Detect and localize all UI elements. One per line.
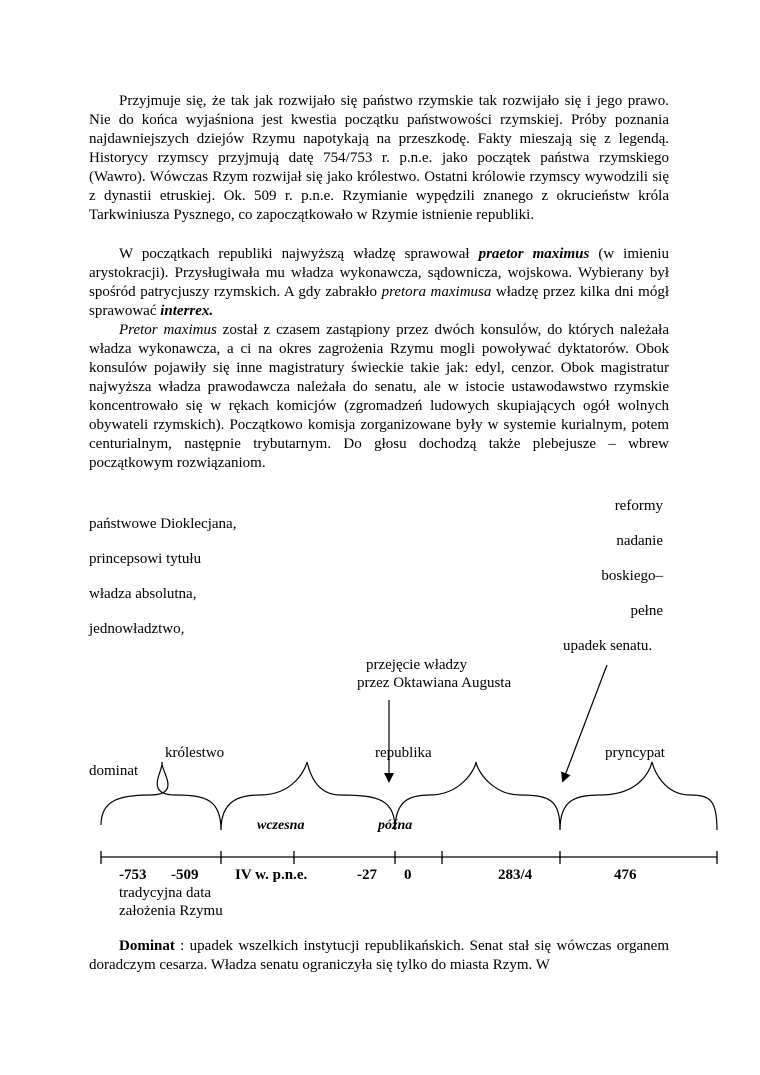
term-pretor-maximus: Pretor maximus [119,322,217,338]
date-0: 0 [404,867,412,883]
date-note-1: tradycyjna data [119,885,212,901]
annotation-line-2: przez Oktawiana Augusta [357,675,512,691]
period-krolestwo: królestwo [165,745,225,761]
brace-pryncypat [560,762,717,830]
dominat-note-jednowladztwo: jednowładztwo, [89,621,185,637]
period-dominat: dominat [89,763,139,779]
period-pryncypat: pryncypat [605,745,665,761]
date-note-2: założenia Rzymu [119,903,223,919]
term-praetor-maximus: praetor maximus [478,246,590,262]
p3-text: został z czasem zastąpiony przez dwóch konsulów, do których należała władza wykonawcza, a ci na okres zagrożenia Rzymu mogli powoływać dyktatorów. Obok konsulów pojawiły się inne magistratury świeckie takie jak: edyl, cenzor. Obok magistratur najwyższa władza prawodawcza należała do senatu, ale w istocie ustawodawstwo rzymskie koncentrowało się w rękach komicjów (zgromadzeń ludowych skupiających ogół wolnych obywateli rzymskich). Początkowo komisja zorganizowane były w systemie kurialnym, potem centurialnym, następnie trybutarnym. Do głosu dochodzą także plebejusze – wbrew początkowym rozwiązaniom. [89,322,669,471]
date-iv-wiek: IV w. p.n.e. [235,867,308,883]
dominat-note-nadanie: nadanie [616,533,663,549]
period-braces [101,762,717,830]
brace-republika-wczesna [221,762,395,830]
term-pretora-maximusa: pretora maximusa [381,284,492,300]
dominat-note-panstwowe: państwowe Dioklecjana, [89,516,237,532]
subperiod-wczesna: wczesna [257,818,305,833]
arrow-upadek-senatu [564,665,607,778]
date-476: 476 [614,867,637,883]
dominat-note-pelne: pełne [630,603,663,619]
paragraph-dominat [89,937,669,975]
brace-krolestwo [101,762,221,830]
date-283: 283/4 [498,867,533,883]
term-dominat: Dominat [119,938,175,954]
dominat-note-reformy: reformy [614,498,663,514]
dominat-note-boskiego: boskiego– [601,568,663,584]
subperiod-pozna: późna [378,818,413,833]
brace-republika-pozna [395,762,560,830]
period-republika: republika [375,745,432,761]
dominat-note-wladza-absolutna: władza absolutna, [89,586,197,602]
paragraph-intro-text: Przyjmuje się, że tak jak rozwijało się państwo rzymskie tak rozwijało się i jego prawo. Nie do końca wyjaśniona jest kwestia początku państwowości rzymskiej. Próby poznania najdawniejszych dziejów Rzymu napotykają na przeszkodę. Fakty mieszają się z legendą. Historycy rzymscy przyjmują datę 754/753 r. p.n.e. jako początek państwa rzymskiego (Wawro). Wówczas Rzym rozwijał się jako królestwo. Ostatni królowie rzymscy wywodzili się z dynastii etruskiej. Ok. 509 r. p.n.e. Rzymianie wypędzili znanego z okrucieństw króla Tarkwiniusza Pysznego, co zapoczątkowało w Rzymie istnienie republiki. [89,93,669,223]
footer-text: : upadek wszelkich instytucji republikańskich. Senat stał się wówczas organem doradczym cesarza. Władza senatu ograniczyła się tylko do miasta Rzym. W [89,938,669,973]
timeline-axis [101,851,717,864]
date-27: -27 [357,867,377,883]
p2-text-1: W początkach republiki najwyższą władzę sprawował [119,246,479,262]
date-753: -753 [119,867,147,883]
date-509: -509 [171,867,199,883]
annotation-line-1: przejęcie władzy [366,657,468,673]
dominat-note-princepsowi: princepsowi tytułu [89,551,202,567]
p2-text-3: władzę przez kilka dni mógł sprawować [89,284,670,319]
term-interrex: interrex. [160,303,214,319]
dominat-note-upadek-senatu: upadek senatu. [563,638,653,654]
p2-text-2: (w imieniu arystokracji). Przysługiwała mu władza wykonawcza, sądownicza, wojskowa. Wybierany był spośród patrycjuszy rzymskich. A gdy zabrakło [89,246,670,300]
